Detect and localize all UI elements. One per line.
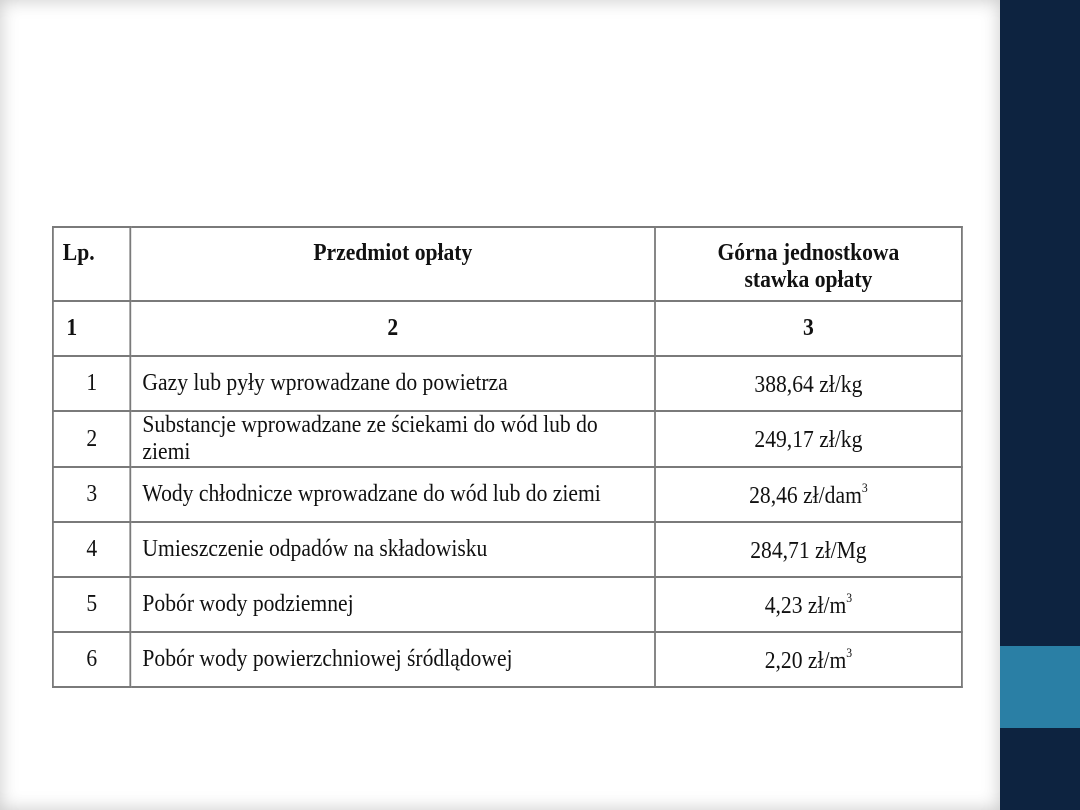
header-rate-line1: Górna jednostkowa	[717, 240, 900, 266]
row-rate	[655, 411, 962, 467]
rate-value: 249,17 zł/kg	[754, 427, 863, 453]
table-row	[53, 411, 962, 467]
row-rate	[655, 467, 962, 522]
rate-unit-exponent: 3	[846, 644, 853, 660]
fee-table	[52, 226, 963, 688]
row-subject: Umieszczenie odpadów na składowisku	[131, 522, 655, 577]
rate-unit-exponent: 3	[846, 589, 853, 605]
table-header-row	[53, 227, 962, 301]
row-lp: 1	[53, 356, 131, 411]
rate-unit-exponent: 3	[861, 479, 868, 495]
row-lp: 6	[53, 632, 131, 687]
row-lp: 4	[53, 522, 131, 577]
header-subject: Przedmiot opłaty	[131, 227, 655, 301]
row-lp: 3	[53, 467, 131, 522]
table-row	[53, 356, 962, 411]
table-row	[53, 467, 962, 522]
header-lp: Lp.	[53, 227, 131, 301]
column-number-1: 1	[53, 301, 131, 356]
sidebar-accent-block	[1000, 646, 1080, 728]
row-subject: Pobór wody podziemnej	[131, 577, 655, 632]
table-row	[53, 577, 962, 632]
header-rate-line2: stawka opłaty	[744, 267, 873, 293]
row-lp: 5	[53, 577, 131, 632]
rate-value: 28,46 zł/dam	[749, 482, 862, 509]
column-number-2: 2	[131, 301, 655, 356]
rate-value: 4,23 zł/m	[764, 592, 847, 619]
row-rate	[655, 522, 962, 577]
column-number-3: 3	[655, 301, 962, 356]
row-subject: Gazy lub pyły wprowadzane do powietrza	[131, 356, 655, 411]
table-row	[53, 522, 962, 577]
row-lp: 2	[53, 411, 131, 467]
row-subject: Substancje wprowadzane ze ściekami do wód lub do ziemi	[131, 411, 655, 467]
header-rate	[655, 227, 962, 301]
row-subject: Pobór wody powierzchniowej śródlądowej	[131, 632, 655, 687]
row-subject: Wody chłodnicze wprowadzane do wód lub do ziemi	[131, 467, 655, 522]
fee-table-container	[52, 226, 963, 688]
table-row	[53, 632, 962, 687]
row-rate	[655, 356, 962, 411]
row-rate	[655, 577, 962, 632]
column-number-row	[53, 301, 962, 356]
rate-value: 284,71 zł/Mg	[750, 537, 867, 564]
row-rate	[655, 632, 962, 687]
rate-value: 2,20 zł/m	[764, 647, 847, 674]
rate-value: 388,64 zł/kg	[754, 371, 863, 398]
